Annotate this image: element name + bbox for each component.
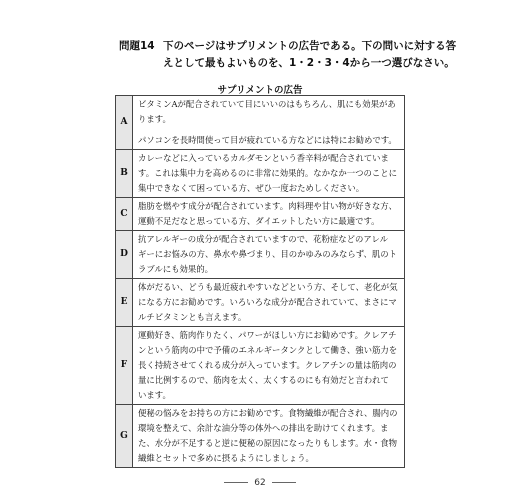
description-line: ルチビタミンとも言えます。 [138,312,247,322]
page-footer [0,478,520,488]
description-line: ビタミンAが配合されていて目にいいのはもちろん、肌にも効果があ [138,99,396,109]
row-label: B [116,150,133,198]
description-line: 長く持続させてくれる成分が入っています。クレアチンの量は筋肉の [138,360,397,370]
row-description [133,405,405,468]
question-number: 問題14 [119,40,155,52]
row-label: C [116,198,133,231]
ad-row [116,198,405,231]
description-line: ンという筋肉の中で予備のエネルギータンクとして働き、強い筋力を [138,345,398,355]
question-text-line-1: 下のページはサプリメントの広告である。下の問いに対する答 [163,40,457,52]
footer-dash-right [272,482,296,483]
ad-row [116,231,405,279]
description-line: カレーなどに入っているカルダモンという香辛料が配合されていま [138,153,389,163]
description-line: 集中できなくて困っている方、ぜひ一度おためしください。 [138,183,365,193]
question-text-line-2: えとして最もよいものを、1・2・3・4から一つ選びなさい。 [163,57,455,69]
description-line: 繊維とセットで多めに摂るようにしましょう。 [138,453,314,463]
ad-row [116,150,405,198]
table-title: サプリメントの広告 [217,85,303,96]
row-description [133,198,405,231]
description-line: た、水分が不足すると逆に便秘の原因になったりもします。水・食物 [138,438,397,448]
description-line: パソコンを長時間使って目が疲れている方などには特にお勧めです。 [138,135,397,145]
row-description [133,96,405,150]
description-line: 運動好き、筋肉作りたく、パワーがほしい方にお勧めです。クレアチ [138,330,397,340]
description-line: になる方にお勧めです。いろいろな成分が配合されていて、まさにマ [138,297,397,307]
description-line: 抗アレルギーの成分が配合されていますので、花粉症などのアレル [138,234,388,244]
description-line: 脂肪を燃やす成分が配合されています。肉料理や甘い物が好きな方、 [138,201,397,211]
description-line: 運動不足だなと思っている方、ダイエットしたい方に最適です。 [138,216,380,226]
row-description [133,327,405,405]
row-label: G [116,405,133,468]
row-label: D [116,231,133,279]
row-description [133,231,405,279]
description-line: ります。 [138,114,171,124]
ad-row [116,96,405,150]
description-line: ラブルにも効果的。 [138,264,214,274]
description-line: ギーにお悩みの方、鼻水や鼻づまり、目のかゆみのみならず、肌のト [138,249,397,259]
ad-row [116,279,405,327]
row-description [133,279,405,327]
description-line: す。これは集中力を高めるのに非常に効果的。なかなか一つのことに [138,168,397,178]
supplement-ad-table [115,95,405,468]
ad-row [116,405,405,468]
row-label: A [116,96,133,150]
page-number: 62 [254,478,266,488]
description-line: 便秘の悩みをお持ちの方にお勧めです。食物繊維が配合され、腸内の [138,408,398,418]
row-label: E [116,279,133,327]
footer-dash-left [224,482,248,483]
description-line: 体がだるい、どうも最近疲れやすいなどという方、そして、老化が気 [138,282,398,292]
description-line: 量に比例するので、筋肉を太く、太くするのにも有効だと言われて [138,375,389,385]
row-label: F [116,327,133,405]
row-description [133,150,405,198]
ad-row [116,327,405,405]
description-line: 環境を整えて、余計な油分等の体外への排出を助けてくれます。ま [138,423,389,433]
description-line: います。 [138,390,171,400]
